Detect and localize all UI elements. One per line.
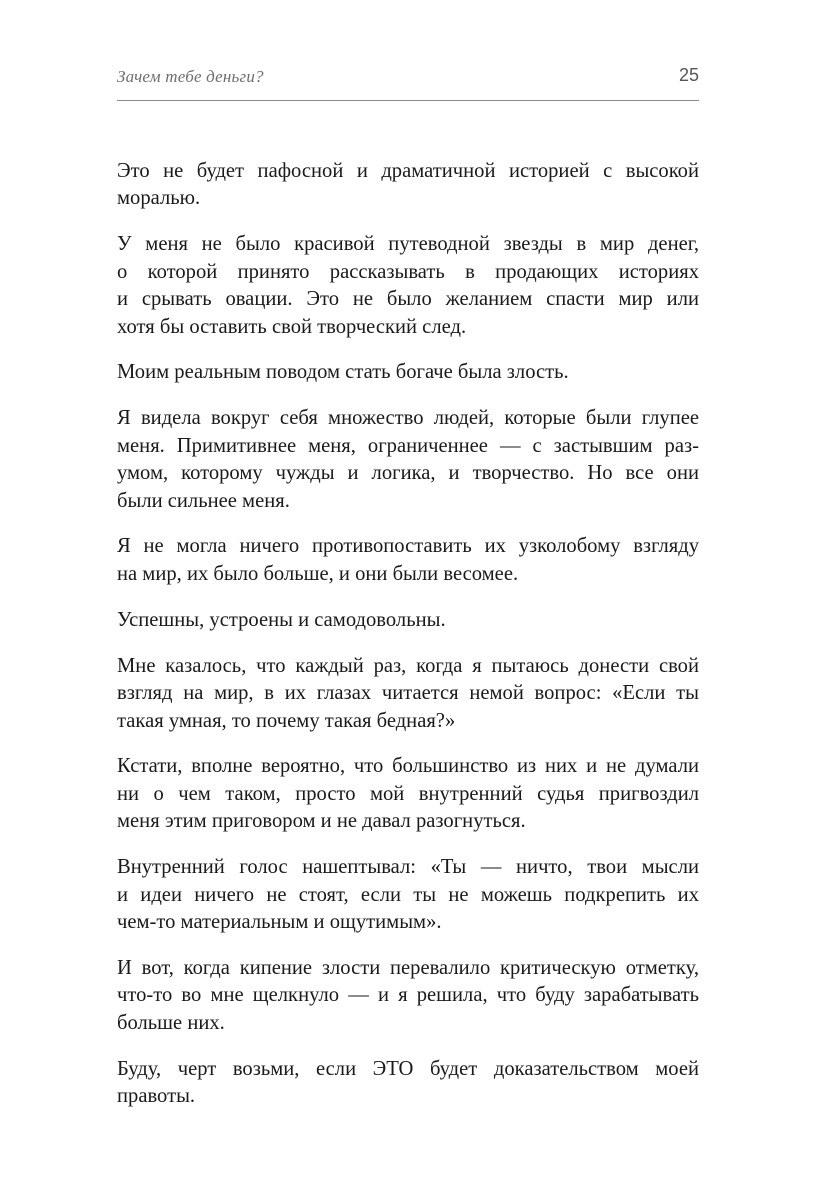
text-line: Мне казалось, что каждый раз, когда я пытаюсь донести свой [117, 654, 699, 677]
text-line: ни о чем таком, просто мой внутренний судья пригвоздил [117, 782, 699, 805]
text-line: и срывать овации. Это не было желанием спасти мир или [117, 288, 699, 311]
text-line: Моим реальным поводом стать богаче была злость. [117, 361, 569, 384]
page-number: 25 [678, 65, 699, 85]
running-title: Зачем тебе деньги? [117, 67, 264, 86]
text-line: Внутренний голос нашептывал: «Ты — ничто, твои мысли [117, 856, 699, 879]
paragraph [117, 955, 699, 1037]
text-line: Я не могла ничего противопоставить их узколобому взгляду [117, 535, 699, 558]
text-line: Буду, черт возьми, если ЭТО будет доказательством моей [117, 1057, 699, 1080]
text-line: Я видела вокруг себя множество людей, которые были глупее [117, 407, 699, 430]
paragraph [117, 607, 699, 634]
text-line: правоты. [117, 1084, 196, 1107]
paragraph [117, 854, 699, 936]
running-header [117, 64, 699, 101]
text-line: были сильнее меня. [117, 489, 290, 512]
text-line: У меня не было красивой путеводной звезды в мир денег, [117, 233, 699, 256]
text-line: что-то во мне щелкнуло — и я решила, что буду зарабатывать [117, 984, 699, 1007]
text-line: умом, которому чужды и логика, и творчество. Но все они [117, 462, 699, 485]
text-line: о которой принято рассказывать в продающих историях [117, 260, 699, 283]
text-line: взгляд на мир, в их глазах читается немой вопрос: «Если ты [117, 682, 699, 705]
text-line: чем-то материальным и ощутимым». [117, 910, 442, 933]
text-line: Успешны, устроены и самодовольны. [117, 608, 446, 631]
text-line: Кстати, вполне вероятно, что большинство из них и не думали [117, 755, 699, 778]
paragraph [117, 533, 699, 588]
paragraph [117, 1056, 699, 1111]
body-text [117, 158, 699, 1129]
text-line: меня. Примитивнее меня, ограниченнее — с застывшим раз- [117, 434, 699, 457]
paragraph [117, 753, 699, 835]
paragraph [117, 158, 699, 213]
text-line: больше них. [117, 1011, 225, 1034]
text-line: хотя бы оставить свой творческий след. [117, 315, 467, 338]
paragraph [117, 653, 699, 735]
text-line: И вот, когда кипение злости перевалило критическую отметку, [117, 956, 699, 979]
text-line: такая умная, то почему такая бедная?» [117, 709, 456, 732]
text-line: на мир, их было больше, и они были весомее. [117, 562, 519, 585]
text-line: меня этим приговором и не давал разогнуться. [117, 810, 526, 833]
paragraph [117, 405, 699, 515]
text-line: Это не будет пафосной и драматичной историей с высокой [117, 160, 699, 182]
paragraph [117, 359, 699, 386]
text-line: моралью. [117, 187, 201, 210]
paragraph [117, 231, 699, 341]
text-line: и идеи ничего не стоят, если ты не можешь подкрепить их [117, 883, 699, 906]
